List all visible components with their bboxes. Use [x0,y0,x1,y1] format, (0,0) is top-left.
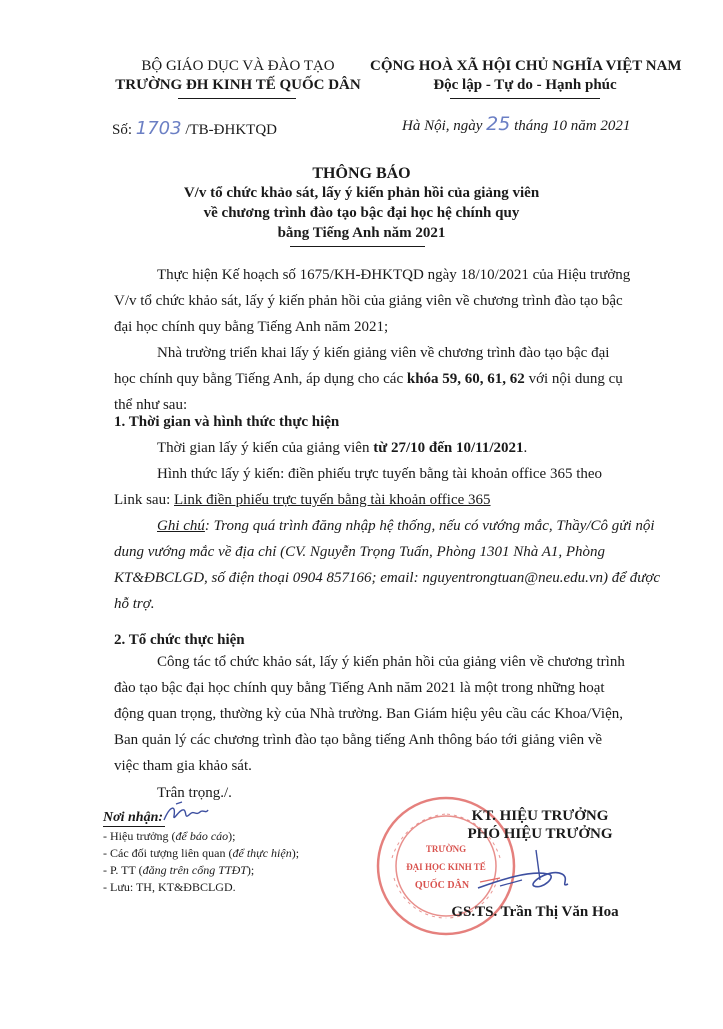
intro-p2-text-a: học chính quy bằng Tiếng Anh, áp dụng cho các [114,371,407,387]
issue-date [402,113,630,135]
signature-role-1: KT. HIỆU TRƯỞNG [471,808,609,824]
section1-time-range: từ 27/10 đến 10/11/2021 [373,440,524,456]
recipient-3-c: ); [246,863,255,877]
date-day-handwritten: 25 [486,113,511,135]
motto-underline [450,98,600,99]
intro-p2-text-c: với nội dung cụ [524,371,623,387]
recipient-1 [103,828,236,845]
note-text-1: : Trong quá trình đăng nhập hệ thống, nếu có vướng mắc, Thầy/Cô gửi nội [204,518,655,534]
intro-p2-line3: thể như sau: [114,397,188,413]
section2-line2: đào tạo bậc đại học chính quy bằng Tiếng Anh năm 2021 là một trong những hoạt [114,680,605,696]
section2-line4: Ban quản lý các chương trình đào tạo bằng tiếng Anh thông báo tới giảng viên về [114,732,603,748]
intro-p1-line2: V/v tổ chức khảo sát, lấy ý kiến phản hồi của giảng viên về chương trình đào tạo bậc [114,293,623,309]
section1-form-line2 [114,487,491,513]
title-underline [290,246,425,247]
recipient-2-a: - Các đối tượng liên quan ( [103,846,233,860]
university-name: TRƯỜNG ĐH KINH TẾ QUỐC DÂN [115,77,361,93]
intro-p2-line1: Nhà trường triển khai lấy ý kiến giảng viên về chương trình đào tạo bậc đại [157,345,610,361]
recipient-3-a: - P. TT ( [103,863,143,877]
recipients-underline [103,826,165,827]
intro-p1-line1: Thực hiện Kế hoạch số 1675/KH-ĐHKTQD ngày 18/10/2021 của Hiệu trưởng [157,267,631,283]
recipient-3 [103,862,254,879]
section1-form-line1: Hình thức lấy ý kiến: điền phiếu trực tuyến bằng tài khoản office 365 theo [157,466,603,482]
section2-line1: Công tác tổ chức khảo sát, lấy ý kiến phản hồi của giảng viên về chương trình [157,654,625,670]
intro-p2-line2 [114,366,623,392]
recipient-1-c: ); [228,829,236,843]
section1-time-text: Thời gian lấy ý kiến của giảng viên [157,440,374,456]
stamp-text-line2: ĐẠI HỌC KINH TẾ [406,862,486,872]
date-suffix: tháng 10 năm 2021 [514,118,631,134]
recipient-3-b: đăng trên cổng TTĐT [142,863,247,877]
section1-note-line3: KT&ĐBCLGD, số điện thoại 0904 857166; email: nguyentrongtuan@neu.edu.vn) để được [114,570,661,586]
recipients-label: Nơi nhận: [103,810,164,825]
number-handwritten: 1703 [135,118,182,139]
recipient-1-a: - Hiệu trưởng ( [103,829,176,843]
note-label: Ghi chú [157,518,205,534]
section1-note-line1 [157,513,655,539]
section2-heading: 2. Tổ chức thực hiện [114,632,245,648]
recipient-2-c: ); [291,846,300,860]
number-suffix: /TB-ĐHKTQD [185,122,277,138]
survey-link[interactable]: Link điền phiếu trực tuyến bằng tài khoản office 365 [174,492,491,508]
date-prefix: Hà Nội, ngày [402,118,483,134]
section1-heading: 1. Thời gian và hình thức thực hiện [114,414,340,430]
intro-p2-courses: khóa 59, 60, 61, 62 [406,371,525,387]
number-prefix: Số: [112,122,133,138]
notice-subject-line-1: V/v tổ chức khảo sát, lấy ý kiến phản hồi của giảng viên [183,185,540,201]
recipient-2-b: để thực hiện [232,846,292,860]
section1-time [157,435,527,461]
signature-role-2: PHÓ HIỆU TRƯỞNG [467,826,613,842]
section1-note-line2: dung vướng mắc về địa chỉ (CV. Nguyễn Trọng Tuấn, Phòng 1301 Nhà A1, Phòng [114,544,606,560]
closing-phrase: Trân trọng./. [157,785,232,801]
notice-subject-line-2: về chương trình đào tạo bậc đại học hệ chính quy [203,205,520,221]
recipient-1-b: để báo cáo [175,829,229,843]
recipient-2 [103,845,299,862]
ministry-name: BỘ GIÁO DỤC VÀ ĐÀO TẠO [141,58,335,74]
document-number [112,118,277,139]
section2-line5: việc tham gia khảo sát. [114,758,252,774]
signatory-name: GS.TS. Trần Thị Văn Hoa [451,904,619,920]
republic-name: CỘNG HOÀ XÃ HỘI CHỦ NGHĨA VIỆT NAM [370,58,682,74]
notice-title: THÔNG BÁO [312,165,411,182]
intro-p1-line3: đại học chính quy bằng Tiếng Anh năm 2021; [114,319,389,335]
notice-subject-line-3: bằng Tiếng Anh năm 2021 [277,225,446,241]
stamp-text-line3: QUỐC DÂN [414,880,470,891]
handwritten-signature-icon [470,840,610,905]
initials-signature-icon [160,800,210,828]
recipient-4: - Lưu: TH, KT&ĐBCLGD. [103,880,236,894]
stamp-text-line1: TRƯỜNG [425,844,467,854]
section1-form-link-prefix: Link sau: [114,492,174,508]
section2-line3: động quan trọng, thường kỳ của Nhà trường. Ban Giám hiệu yêu cầu các Khoa/Viện, [114,706,624,722]
national-motto: Độc lập - Tự do - Hạnh phúc [433,77,617,93]
university-underline [178,98,296,99]
section1-time-end: . [523,440,528,456]
section1-note-line4: hỗ trợ. [114,596,155,612]
